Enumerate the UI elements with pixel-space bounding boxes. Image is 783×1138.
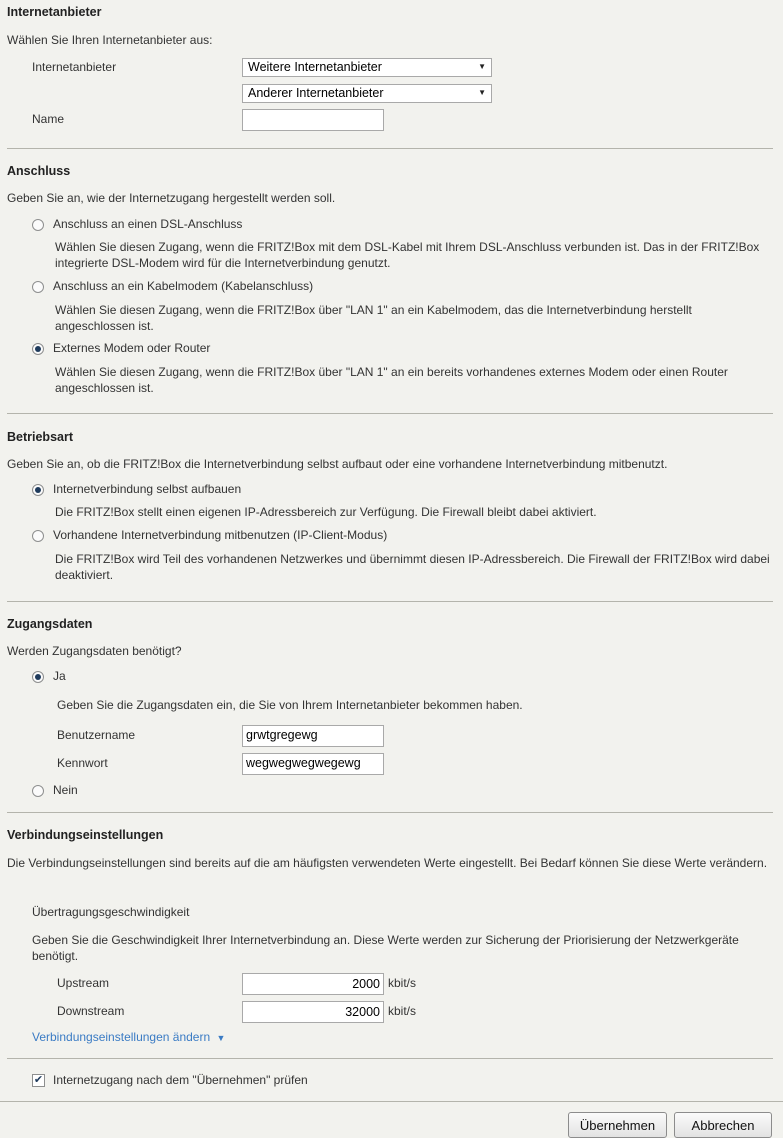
provider-sub-select[interactable] (242, 84, 492, 103)
radio-credentials-yes-label[interactable]: Ja (53, 669, 66, 683)
radio-external-modem-label[interactable]: Externes Modem oder Router (53, 341, 211, 355)
credentials-question: Werden Zugangsdaten benötigt? (7, 644, 182, 658)
downstream-unit: kbit/s (388, 1004, 417, 1018)
section-heading-mode: Betriebsart (7, 430, 73, 444)
radio-dsl-desc: Wählen Sie diesen Zugang, wenn die FRITZ!Box mit dem DSL-Kabel mit Ihrem DSL-Anschluss verbunden ist. Das in der FRITZ!Box integrierte DSL-Modem wird für die Internetverbindung genutzt. (55, 240, 760, 270)
check-connection-label[interactable]: Internetzugang nach dem "Übernehmen" prüfen (53, 1073, 308, 1087)
radio-ip-client[interactable] (32, 530, 44, 542)
divider (7, 1058, 773, 1059)
radio-external-modem-desc: Wählen Sie diesen Zugang, wenn die FRITZ!Box über "LAN 1" an ein bereits vorhandenes externes Modem oder einen Router angeschlossen ist. (55, 365, 728, 395)
provider-select[interactable] (242, 58, 492, 77)
connection-intro: Geben Sie an, wie der Internetzugang hergestellt werden soll. (7, 191, 336, 205)
section-heading-settings: Verbindungseinstellungen (7, 828, 164, 842)
provider-label: Internetanbieter (32, 60, 117, 74)
downstream-label: Downstream (57, 1004, 125, 1018)
radio-ip-client-label[interactable]: Vorhandene Internetverbindung mitbenutzen (IP-Client-Modus) (53, 528, 388, 542)
provider-select-value: Weitere Internetanbieter (248, 60, 382, 74)
password-input[interactable]: wegwegwegwegewg (242, 753, 384, 775)
change-settings-link-label: Verbindungseinstellungen ändern (32, 1030, 211, 1044)
speed-heading: Übertragungsgeschwindigkeit (32, 905, 190, 919)
check-connection-checkbox[interactable] (32, 1074, 45, 1087)
section-heading-credentials: Zugangsdaten (7, 617, 93, 631)
speed-desc: Geben Sie die Geschwindigkeit Ihrer Internetverbindung an. Diese Werte werden zur Sicherung der Priorisierung der Netzwerkgeräte benötigt. (32, 933, 739, 963)
divider (7, 148, 773, 149)
cancel-button[interactable]: Abbrechen (674, 1112, 772, 1138)
apply-button[interactable]: Übernehmen (568, 1112, 667, 1138)
checkmark-icon: ✔ (33, 1074, 44, 1086)
upstream-input[interactable]: 2000 (242, 973, 384, 995)
mode-intro: Geben Sie an, ob die FRITZ!Box die Internetverbindung selbst aufbaut oder eine vorhandene Internetverbindung mitbenutzt. (7, 457, 668, 471)
radio-own-connection-desc: Die FRITZ!Box stellt einen eigenen IP-Adressbereich zur Verfügung. Die Firewall bleibt dabei aktiviert. (55, 505, 597, 519)
radio-own-connection-label[interactable]: Internetverbindung selbst aufbauen (53, 482, 242, 496)
provider-intro: Wählen Sie Ihren Internetanbieter aus: (7, 33, 213, 47)
divider (7, 601, 773, 602)
upstream-label: Upstream (57, 976, 110, 990)
radio-dsl[interactable] (32, 219, 44, 231)
chevron-down-icon: ▼ (478, 62, 486, 71)
chevron-down-icon: ▼ (478, 88, 486, 97)
divider (7, 413, 773, 414)
settings-intro: Die Verbindungseinstellungen sind bereits auf die am häufigsten verwendeten Werte eingestellt. Bei Bedarf können Sie diese Werte verändern. (7, 856, 768, 870)
radio-dsl-label[interactable]: Anschluss an einen DSL-Anschluss (53, 217, 243, 231)
radio-credentials-no[interactable] (32, 785, 44, 797)
radio-own-connection[interactable] (32, 484, 44, 496)
downstream-input[interactable]: 32000 (242, 1001, 384, 1023)
upstream-unit: kbit/s (388, 976, 417, 990)
divider (7, 812, 773, 813)
triangle-down-icon: ▼ (216, 1033, 226, 1043)
password-label: Kennwort (57, 756, 108, 770)
name-input[interactable] (242, 109, 384, 131)
username-input[interactable]: grwtgregewg (242, 725, 384, 747)
radio-credentials-no-label[interactable]: Nein (53, 783, 78, 797)
radio-ip-client-desc: Die FRITZ!Box wird Teil des vorhandenen Netzwerkes und übernimmt diesen IP-Adressbereich. Die Firewall der FRITZ!Box wird dabei deaktiviert. (55, 552, 770, 582)
radio-credentials-yes[interactable] (32, 671, 44, 683)
section-heading-connection: Anschluss (7, 164, 71, 178)
change-settings-link[interactable] (32, 1030, 225, 1044)
username-label: Benutzername (57, 728, 136, 742)
radio-cable-desc: Wählen Sie diesen Zugang, wenn die FRITZ!Box über "LAN 1" an ein Kabelmodem, das die Internetverbindung herstellt angeschlossen ist. (55, 303, 692, 333)
radio-cable[interactable] (32, 281, 44, 293)
name-label: Name (32, 112, 65, 126)
radio-cable-label[interactable]: Anschluss an ein Kabelmodem (Kabelanschluss) (53, 279, 314, 293)
provider-sub-select-value: Anderer Internetanbieter (248, 86, 384, 100)
radio-external-modem[interactable] (32, 343, 44, 355)
credentials-hint: Geben Sie die Zugangsdaten ein, die Sie von Ihrem Internetanbieter bekommen haben. (57, 698, 523, 712)
section-heading-provider: Internetanbieter (7, 5, 102, 19)
divider (0, 1101, 783, 1102)
